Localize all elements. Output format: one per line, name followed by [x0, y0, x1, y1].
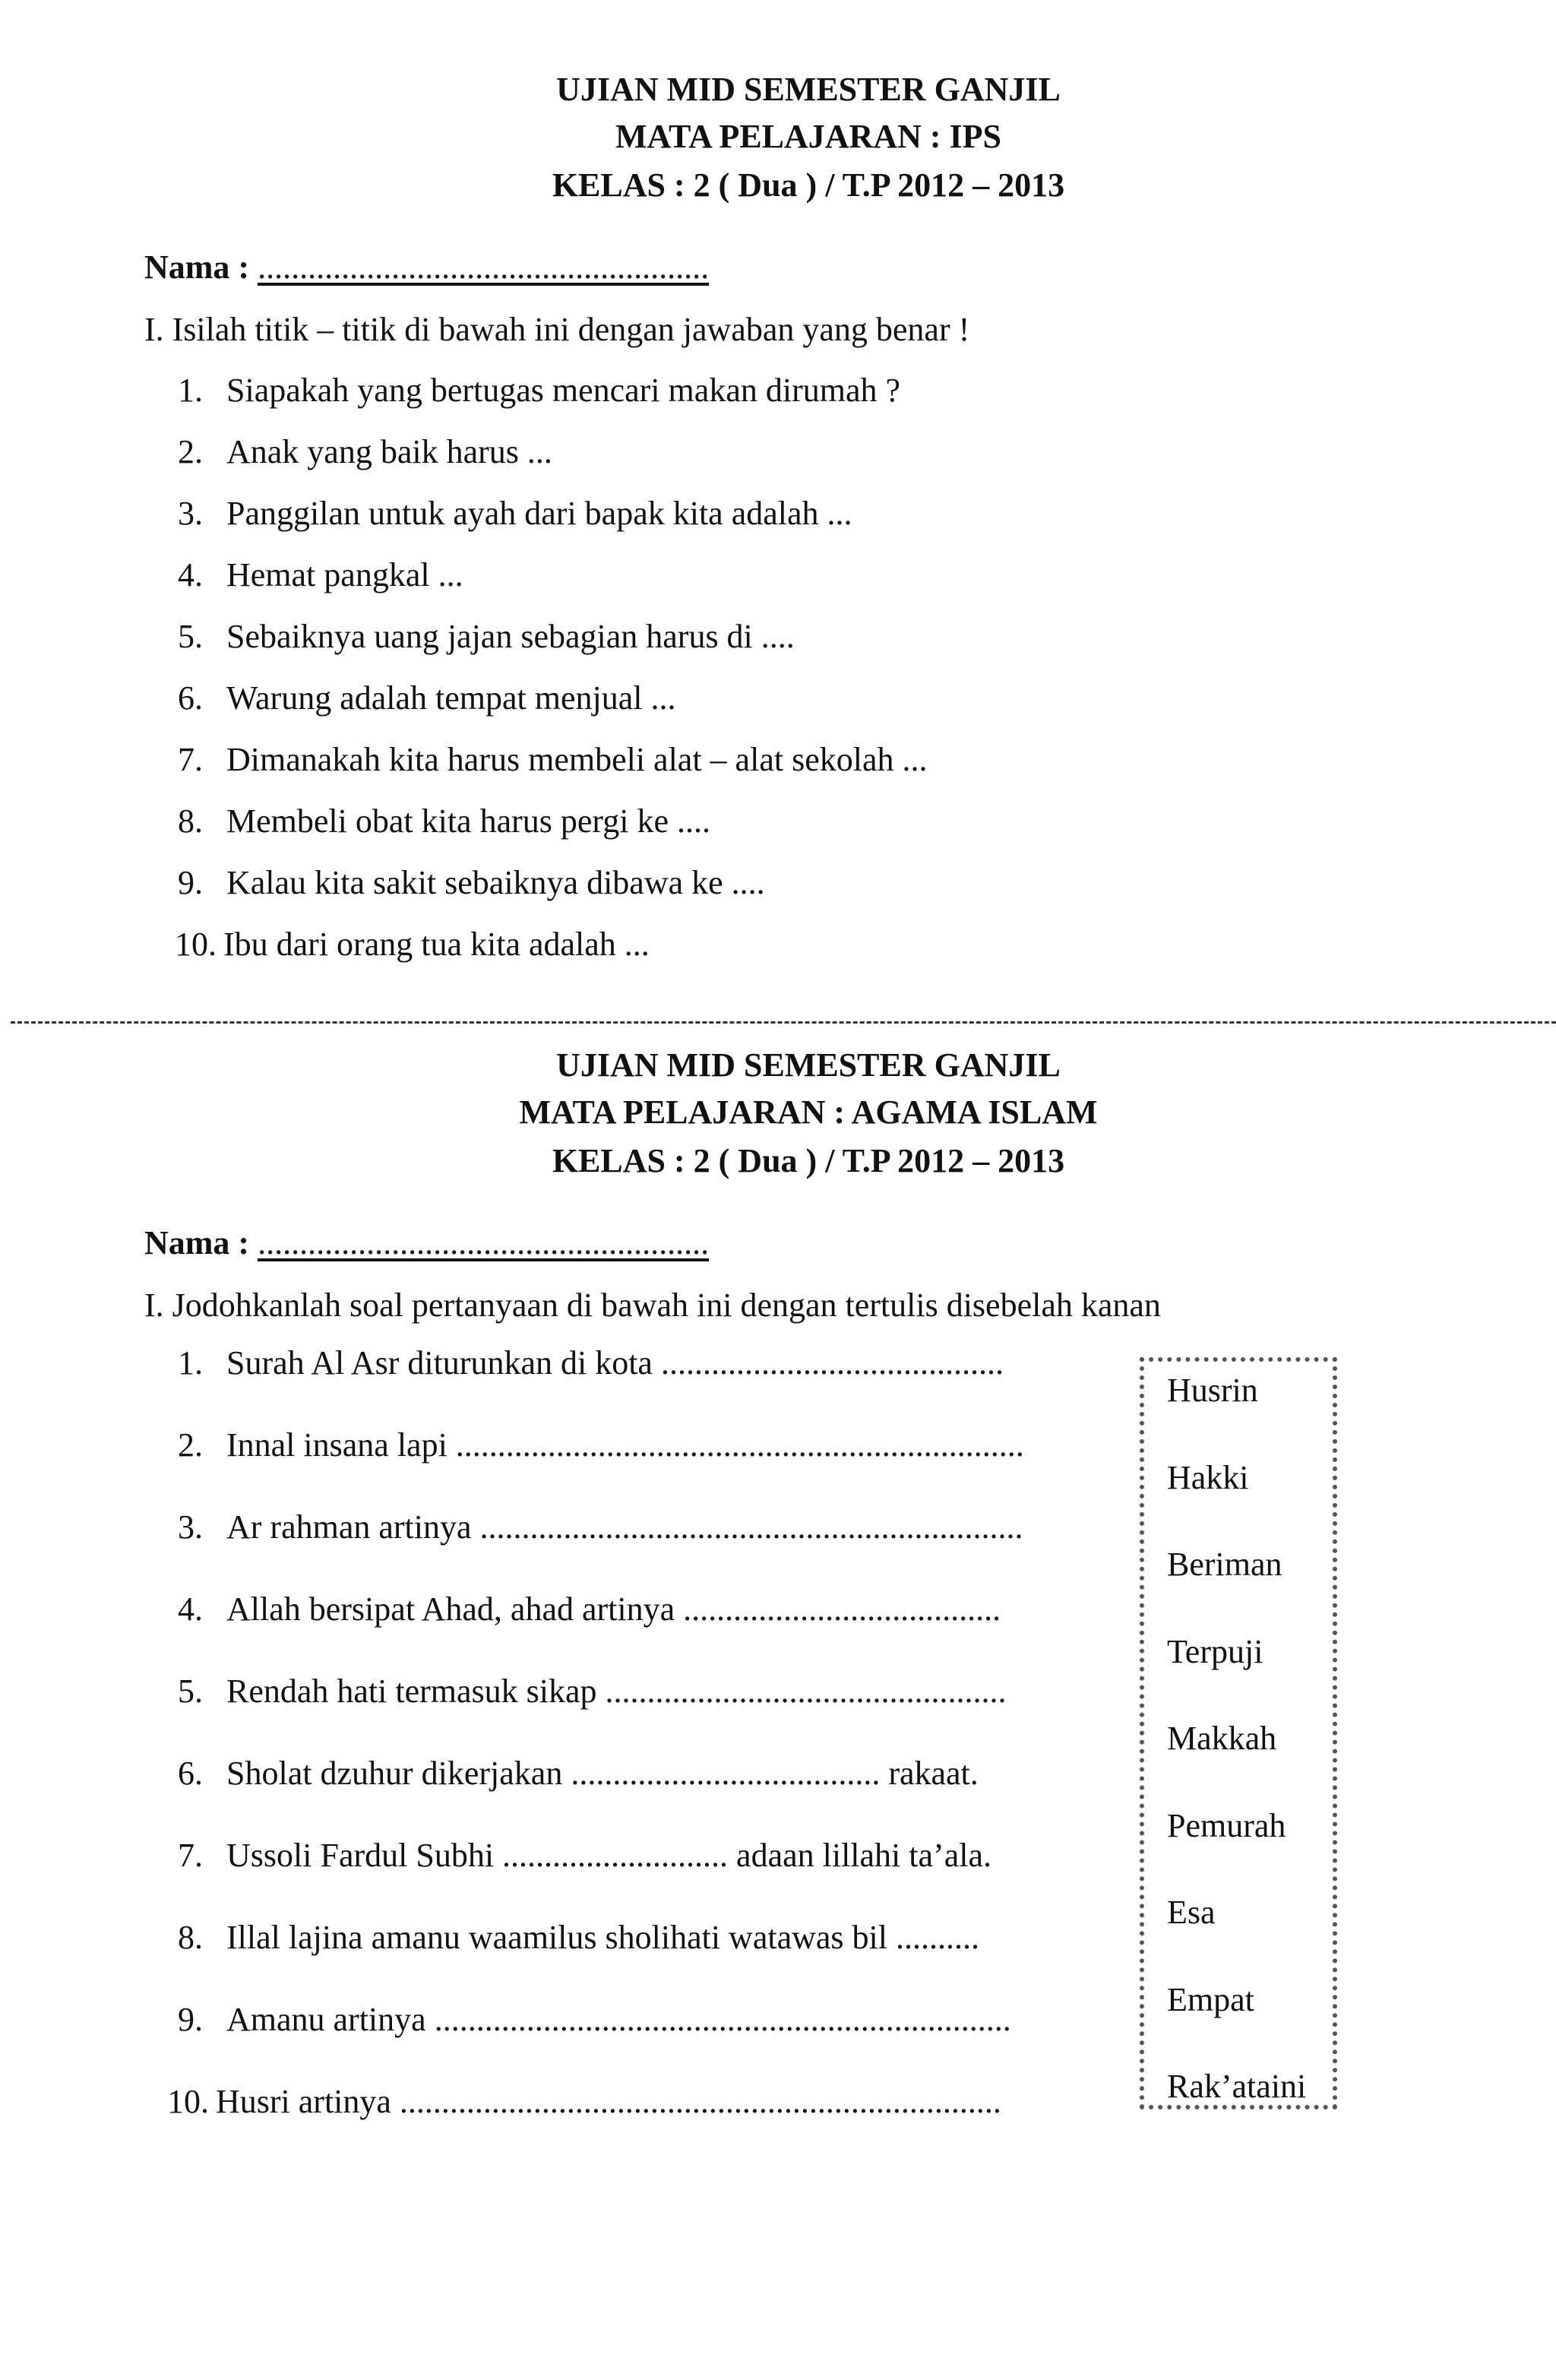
section1-header-line-1: UJIAN MID SEMESTER GANJIL [556, 71, 1061, 108]
section1-question-row [178, 860, 765, 906]
section-divider [11, 1021, 1556, 1024]
answer-choice: Esa [1167, 1894, 1216, 1931]
question-number: 10. [167, 2083, 209, 2120]
question-text: Kalau kita sakit sebaiknya dibawa ke .... [226, 864, 765, 901]
question-text: Innal insana lapi .................................................................... [226, 1426, 1024, 1464]
answer-choice: Terpuji [1167, 1632, 1263, 1670]
section1-question-row [178, 491, 852, 536]
section1-question-row [175, 922, 650, 967]
question-number: 6. [178, 679, 203, 717]
section2-header-line-2: MATA PELAJARAN : AGAMA ISLAM [519, 1093, 1098, 1131]
question-text: Sholat dzuhur dikerjakan ..................................... rakaat. [226, 1755, 979, 1792]
question-text: Hemat pangkal ... [226, 556, 463, 593]
section1-question-row [178, 552, 463, 598]
question-text: Ar rahman artinya ................................................................. [226, 1508, 1023, 1546]
question-number: 4. [178, 1590, 203, 1628]
question-text: Amanu artinya ..................................................................... [226, 2001, 1011, 2038]
name-blank: ...................................................... [258, 1224, 710, 1261]
section1-question-row [178, 737, 927, 783]
section2-question-row [178, 1833, 991, 1878]
section2-header-line-1: UJIAN MID SEMESTER GANJIL [556, 1046, 1061, 1084]
section2-question-row [178, 1423, 1024, 1468]
question-text: Membeli obat kita harus pergi ke .... [226, 802, 711, 840]
section1-question-row [178, 676, 675, 721]
answer-choice: Rak’ataini [1167, 2068, 1307, 2105]
question-text: Ussoli Fardul Subhi ........................... adaan lillahi ta’ala. [226, 1837, 991, 1874]
question-number: 9. [178, 864, 203, 901]
section2-question-row [178, 1751, 979, 1796]
question-number: 1. [178, 1344, 203, 1381]
question-number: 10. [175, 926, 217, 963]
question-text: Allah bersipat Ahad, ahad artinya ...................................... [226, 1590, 1001, 1628]
section2-question-row [167, 2079, 1001, 2125]
question-number: 4. [178, 556, 203, 593]
question-text: Husri artinya ........................................................................ [216, 2083, 1001, 2120]
question-number: 7. [178, 741, 203, 778]
section2-question-row [178, 1915, 979, 1961]
section2-name-field[interactable] [144, 1220, 709, 1266]
section1-header-line-3: KELAS : 2 ( Dua ) / T.P 2012 – 2013 [552, 166, 1065, 204]
answer-choice: Husrin [1167, 1372, 1258, 1409]
question-number: 5. [178, 1673, 203, 1710]
section2-instruction: I. Jodohkanlah soal pertanyaan di bawah ini dengan tertulis disebelah kanan [144, 1287, 1161, 1324]
name-label: Nama : [144, 1224, 250, 1261]
section2-header-line-3: KELAS : 2 ( Dua ) / T.P 2012 – 2013 [552, 1142, 1065, 1179]
question-number: 2. [178, 1426, 203, 1464]
question-number: 6. [178, 1755, 203, 1792]
question-number: 1. [178, 372, 203, 409]
question-text: Warung adalah tempat menjual ... [226, 679, 676, 717]
question-number: 3. [178, 1508, 203, 1546]
answer-choice: Hakki [1167, 1458, 1249, 1496]
question-text: Siapakah yang bertugas mencari makan dirumah ? [226, 372, 901, 409]
question-text: Illal lajina amanu waamilus sholihati watawas bil .......... [226, 1919, 979, 1956]
answer-choice: Pemurah [1167, 1806, 1286, 1844]
question-text: Anak yang baik harus ... [226, 433, 552, 470]
question-number: 7. [178, 1837, 203, 1874]
question-text: Rendah hati termasuk sikap ................................................ [226, 1673, 1007, 1710]
answer-choice: Makkah [1167, 1720, 1277, 1757]
section2-question-row [178, 1587, 1001, 1632]
question-number: 8. [178, 802, 203, 840]
question-number: 5. [178, 618, 203, 655]
question-number: 2. [178, 433, 203, 470]
section1-question-row [178, 799, 710, 844]
section2-question-row [178, 1505, 1023, 1550]
answer-choice: Empat [1167, 1980, 1254, 2018]
name-label: Nama : [144, 248, 250, 286]
section1-question-row [178, 429, 552, 475]
question-number: 3. [178, 495, 203, 532]
section1-instruction: I. Isilah titik – titik di bawah ini dengan jawaban yang benar ! [144, 311, 970, 348]
question-text: Surah Al Asr diturunkan di kota ......................................... [226, 1344, 1004, 1381]
question-number: 9. [178, 2001, 203, 2038]
name-blank: ...................................................... [258, 248, 710, 286]
section1-header-line-2: MATA PELAJARAN : IPS [615, 118, 1002, 155]
section1-question-row [178, 368, 900, 413]
section2-question-row [178, 1340, 1004, 1386]
section2-question-row [178, 1997, 1011, 2043]
question-text: Panggilan untuk ayah dari bapak kita adalah ... [226, 495, 852, 532]
question-text: Sebaiknya uang jajan sebagian harus di .... [226, 618, 795, 655]
question-text: Ibu dari orang tua kita adalah ... [223, 926, 650, 963]
question-text: Dimanakah kita harus membeli alat – alat sekolah ... [226, 741, 928, 778]
section2-question-row [178, 1669, 1007, 1714]
answer-choice: Beriman [1167, 1546, 1282, 1583]
section1-name-field[interactable] [144, 245, 709, 290]
question-number: 8. [178, 1919, 203, 1956]
section1-question-row [178, 614, 795, 660]
